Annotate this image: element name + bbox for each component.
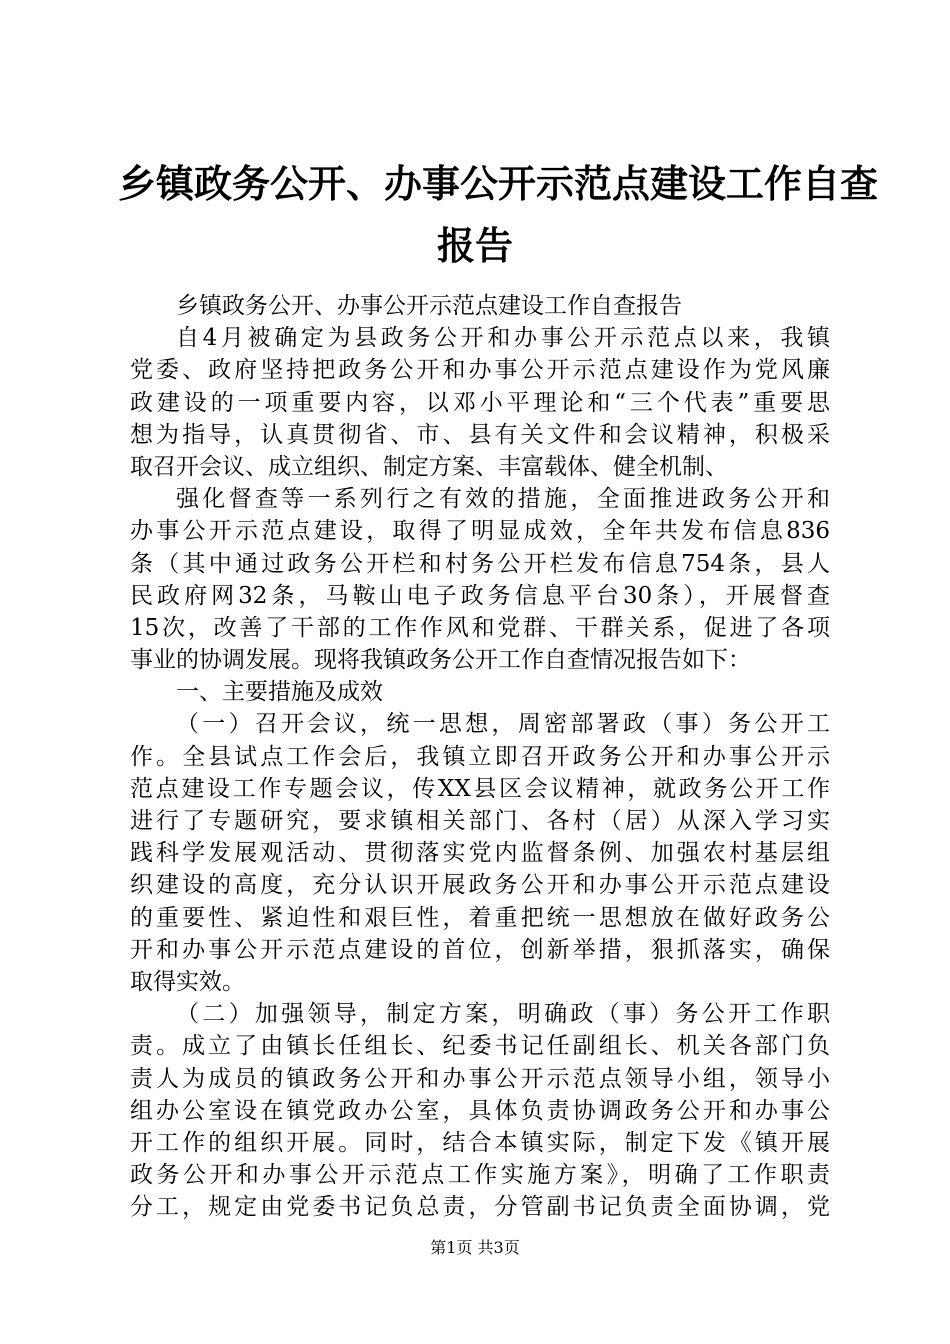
page-footer: 第1页 共3页	[430, 1238, 520, 1257]
body-line: 织建设的高度，充分认识开展政务公开和办事公开示范点建设	[130, 872, 830, 899]
body-line: 条（其中通过政务公开栏和村务公开栏发布信息754条，县人	[130, 550, 830, 577]
body-line: 责。成立了由镇长任组长、纪委书记任副组长、机关各部门负	[130, 1033, 830, 1060]
document-body	[130, 290, 830, 1223]
body-line: 政务公开和办事公开示范点工作实施方案》，明确了工作职责	[130, 1162, 830, 1189]
section-heading: 一、主要措施及成效	[176, 679, 383, 706]
document-title-line-2: 报告	[436, 223, 513, 268]
body-line: （二）加强领导，制定方案，明确政（事）务公开工作职	[176, 1001, 830, 1028]
body-line: 开和办事公开示范点建设的首位，创新举措，狠抓落实，确保	[130, 936, 830, 963]
body-line: 政建设的一项重要内容，以邓小平理论和“三个代表”重要思	[130, 389, 830, 416]
body-line: 想为指导，认真贯彻省、市、县有关文件和会议精神，积极采	[130, 421, 830, 448]
body-line: 党委、政府坚持把政务公开和办事公开示范点建设作为党风廉	[130, 357, 830, 384]
body-line: 责人为成员的镇政务公开和办事公开示范点领导小组，领导小	[130, 1065, 830, 1092]
body-line: 事业的协调发展。现将我镇政务公开工作自查情况报告如下：	[130, 647, 751, 674]
body-line: 分工，规定由党委书记负总责，分管副书记负责全面协调，党	[130, 1194, 830, 1221]
body-line: 践科学发展观活动、贯彻落实党内监督条例、加强农村基层组	[130, 840, 830, 867]
body-line: 自4月被确定为县政务公开和办事公开示范点以来，我镇	[176, 325, 830, 352]
body-line: 强化督查等一系列行之有效的措施，全面推进政务公开和	[176, 486, 830, 513]
body-line: 民政府网32条，马鞍山电子政务信息平台30条），开展督查	[130, 582, 830, 609]
body-line: 乡镇政务公开、办事公开示范点建设工作自查报告	[176, 293, 682, 319]
body-line: 的重要性、紧迫性和艰巨性，着重把统一思想放在做好政务公	[130, 904, 830, 931]
body-line: 15次，改善了干部的工作作风和党群、干群关系，促进了各项	[130, 614, 830, 641]
body-line: 组办公室设在镇党政办公室，具体负责协调政务公开和办事公	[130, 1097, 830, 1124]
body-line: 进行了专题研究，要求镇相关部门、各村（居）从深入学习实	[130, 808, 830, 834]
body-line: 办事公开示范点建设，取得了明显成效，全年共发布信息836	[130, 518, 830, 545]
document-title-line-1: 乡镇政务公开、办事公开示范点建设工作自查	[118, 161, 879, 206]
body-line: 作。全县试点工作会后，我镇立即召开政务公开和办事公开示	[130, 743, 830, 770]
body-line: （一）召开会议，统一思想，周密部署政（事）务公开工	[176, 711, 830, 738]
body-line: 开工作的组织开展。同时，结合本镇实际，制定下发《镇开展	[130, 1129, 830, 1156]
body-line: 取召开会议、成立组织、制定方案、丰富载体、健全机制、	[130, 453, 728, 480]
body-line: 范点建设工作专题会议，传XX县区会议精神，就政务公开工作	[130, 775, 830, 802]
body-line: 取得实效。	[130, 968, 245, 995]
